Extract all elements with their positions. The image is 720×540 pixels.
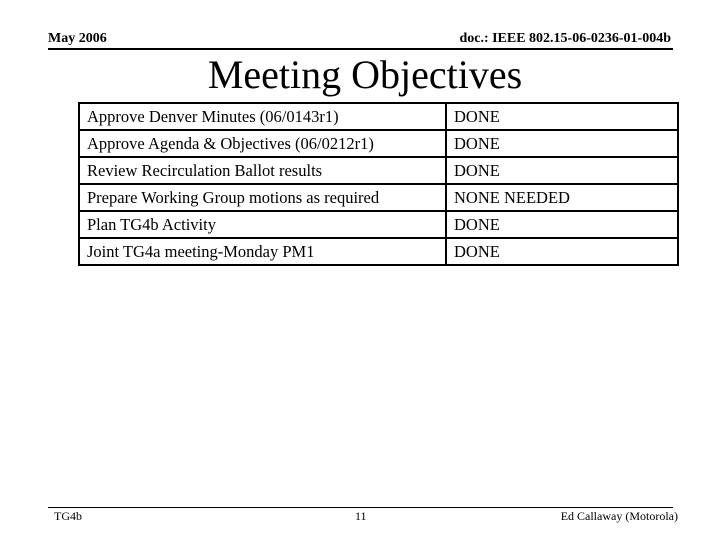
objective-status: DONE [446, 238, 678, 265]
footer-group: TG4b [54, 509, 82, 523]
footer-divider [48, 507, 673, 508]
objective-task: Plan TG4b Activity [79, 211, 446, 238]
objective-status: NONE NEEDED [446, 184, 678, 211]
table-row [79, 211, 678, 238]
objective-status: DONE [446, 103, 678, 130]
objectives-table [78, 102, 679, 266]
objective-task: Joint TG4a meeting-Monday PM1 [79, 238, 446, 265]
objective-status: DONE [446, 211, 678, 238]
slide-title: Meeting Objectives [207, 52, 523, 97]
objective-status: DONE [446, 130, 678, 157]
footer-author: Ed Callaway (Motorola) [560, 509, 678, 523]
page-number: 11 [355, 509, 367, 523]
table-row [79, 157, 678, 184]
table-row [79, 130, 678, 157]
objective-task: Approve Agenda & Objectives (06/0212r1) [79, 130, 446, 157]
objective-task: Review Recirculation Ballot results [79, 157, 446, 184]
objective-task: Prepare Working Group motions as required [79, 184, 446, 211]
header-date: May 2006 [48, 31, 107, 46]
header-doc-id: doc.: IEEE 802.15-06-0236-01-004b [459, 31, 671, 46]
objective-status: DONE [446, 157, 678, 184]
table-row [79, 103, 678, 130]
header-divider [48, 48, 673, 50]
table-row [79, 238, 678, 265]
objective-task: Approve Denver Minutes (06/0143r1) [79, 103, 446, 130]
table-row [79, 184, 678, 211]
